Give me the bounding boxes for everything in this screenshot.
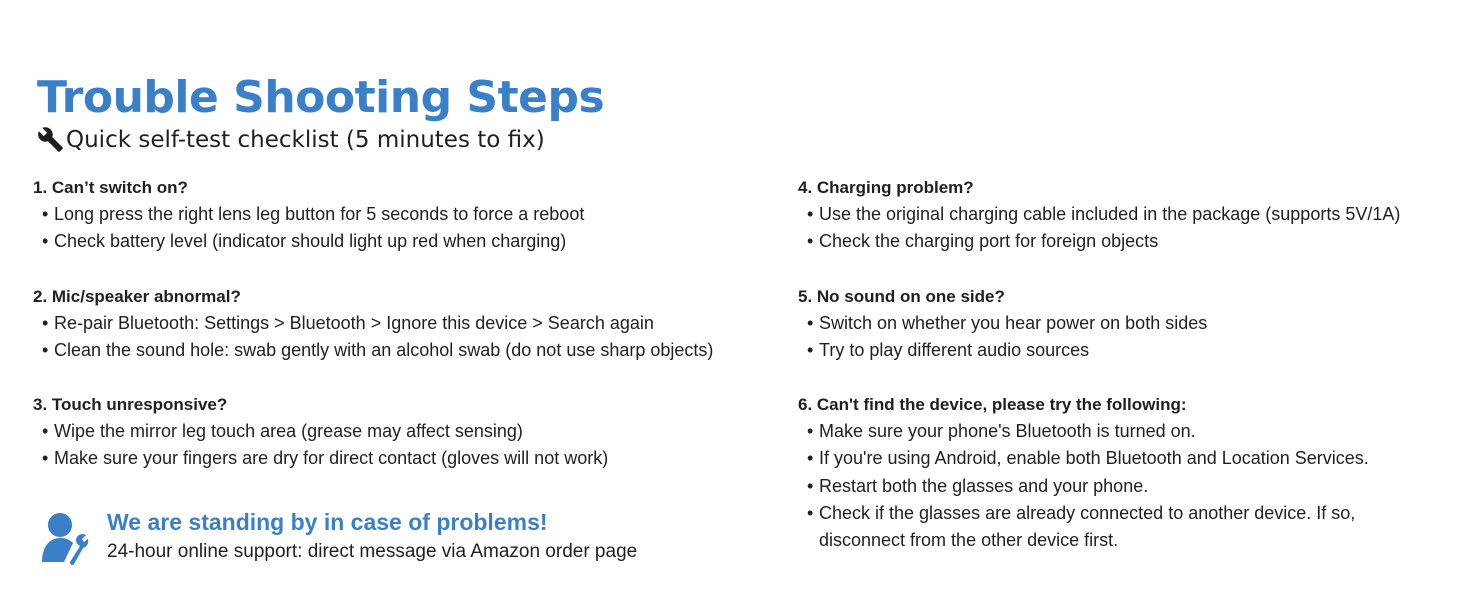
support-text bbox=[107, 506, 637, 566]
list-item: • Clean the sound hole: swab gently with an alcohol swab (do not use sharp objects) bbox=[33, 337, 783, 364]
list-item: • Use the original charging cable included in the package (supports 5V/1A) bbox=[798, 201, 1458, 228]
section-cant-find-device bbox=[798, 391, 1458, 554]
support-description: 24-hour online support: direct message via Amazon order page bbox=[107, 541, 638, 562]
list-item: • Make sure your fingers are dry for direct contact (gloves will not work) bbox=[33, 445, 783, 472]
section-heading: 2. Mic/speaker abnormal? bbox=[33, 286, 241, 306]
support-person-wrench-icon bbox=[40, 510, 90, 566]
section-no-sound-one-side bbox=[798, 283, 1458, 365]
section-heading: 6. Can't find the device, please try the following: bbox=[798, 395, 1187, 415]
support-title: We are standing by in case of problems! bbox=[107, 509, 548, 535]
section-touch-unresponsive bbox=[33, 391, 783, 473]
page-title: Trouble Shooting Steps bbox=[37, 72, 605, 123]
subtitle-text: Quick self-test checklist (5 minutes to fix) bbox=[66, 126, 545, 153]
list-item: • Try to play different audio sources bbox=[798, 337, 1458, 364]
list-item: • Long press the right lens leg button for 5 seconds to force a reboot bbox=[33, 201, 783, 228]
section-heading: 3. Touch unresponsive? bbox=[33, 395, 228, 415]
section-cant-switch-on bbox=[33, 174, 783, 256]
section-heading: 5. No sound on one side? bbox=[798, 286, 1005, 306]
support-callout bbox=[40, 506, 637, 566]
list-item: • Check battery level (indicator should light up red when charging) bbox=[33, 228, 783, 255]
left-column bbox=[33, 174, 783, 500]
list-item: • Check if the glasses are already connected to another device. If so, disconnect from the other device first. bbox=[798, 500, 1419, 555]
right-column bbox=[798, 174, 1458, 582]
list-item: • Check the charging port for foreign objects bbox=[798, 228, 1458, 255]
list-item: • Re-pair Bluetooth: Settings > Bluetooth > Ignore this device > Search again bbox=[33, 310, 783, 337]
wrench-icon bbox=[37, 126, 64, 153]
section-heading: 4. Charging problem? bbox=[798, 178, 974, 197]
page-subtitle bbox=[37, 126, 545, 153]
section-mic-speaker-abnormal bbox=[33, 283, 783, 365]
list-item: • Wipe the mirror leg touch area (grease may affect sensing) bbox=[33, 418, 783, 445]
section-heading: 1. Can’t switch on? bbox=[33, 178, 188, 197]
section-charging-problem bbox=[798, 174, 1458, 256]
list-item: • Switch on whether you hear power on both sides bbox=[798, 310, 1458, 337]
list-item: • Restart both the glasses and your phone. bbox=[798, 473, 1458, 500]
list-item: • If you're using Android, enable both Bluetooth and Location Services. bbox=[798, 445, 1458, 472]
list-item: • Make sure your phone's Bluetooth is turned on. bbox=[798, 418, 1458, 445]
